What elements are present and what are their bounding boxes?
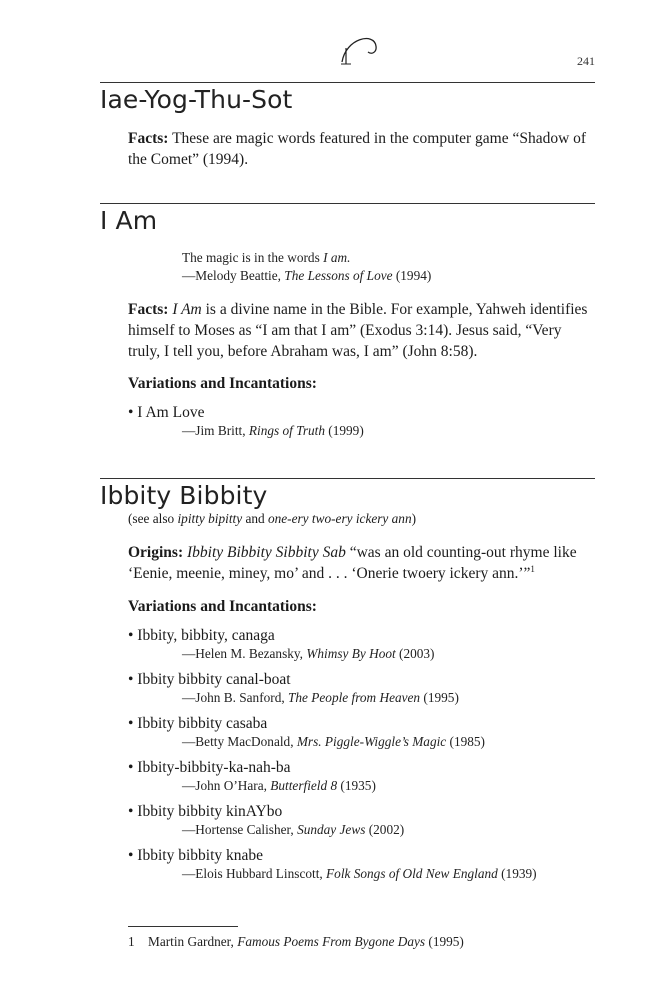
origins-label: Origins: bbox=[128, 544, 184, 561]
entry-divider bbox=[100, 478, 595, 479]
list-item: • I Am Love bbox=[128, 404, 205, 421]
attribution: —Elois Hubbard Linscott, Folk Songs of Old New England (1939) bbox=[182, 866, 537, 881]
page-number: 241 bbox=[577, 54, 595, 68]
epigraph-quote: The magic is in the words I am. bbox=[182, 250, 351, 265]
facts-label: Facts: bbox=[128, 301, 169, 318]
see-also-note: (see also ipitty bipitty and one-ery two-ery ickery ann) bbox=[128, 511, 417, 526]
entry-i-am bbox=[100, 203, 595, 439]
entry-divider bbox=[100, 82, 595, 83]
origins-paragraph bbox=[128, 542, 595, 584]
variation-text: • Ibbity bibbity knabe bbox=[128, 847, 264, 864]
list-item bbox=[100, 758, 595, 794]
variation-text: • Ibbity bibbity casaba bbox=[128, 715, 268, 732]
variation-text: • Ibbity bibbity kinAYbo bbox=[128, 803, 283, 820]
epigraph bbox=[182, 249, 595, 285]
list-item bbox=[100, 626, 595, 662]
list-item bbox=[100, 802, 595, 838]
decorative-initial-ornament-icon bbox=[336, 28, 382, 68]
variations-heading: Variations and Incantations: bbox=[128, 375, 317, 392]
entry-divider bbox=[100, 203, 595, 204]
footnote-divider bbox=[128, 926, 238, 927]
attribution: —Hortense Calisher, Sunday Jews (2002) bbox=[182, 822, 405, 837]
attribution: —John B. Sanford, The People from Heaven (1995) bbox=[182, 690, 459, 705]
attribution: —Jim Britt, Rings of Truth (1999) bbox=[182, 423, 364, 438]
facts-text: is a divine name in the Bible. For example, Yahweh identifies himself to Moses as “I am that I am” (Exodus 3:14). Jesus said, “Very truly, I tell you, before Abraham was, I am” (John 8:58). bbox=[128, 301, 588, 360]
entry-title: I Am bbox=[100, 206, 158, 235]
variations-list bbox=[100, 626, 595, 882]
variations-heading: Variations and Incantations: bbox=[128, 598, 317, 615]
footnote-reference: 1 bbox=[530, 563, 535, 574]
attribution: —Helen M. Bezansky, Whimsy By Hoot (2003) bbox=[182, 646, 435, 661]
variation-text: • Ibbity, bibbity, canaga bbox=[128, 627, 275, 644]
facts-label: Facts: bbox=[128, 130, 169, 147]
facts-paragraph bbox=[128, 128, 595, 170]
facts-term: I Am bbox=[172, 301, 202, 318]
entry-title: Iae-Yog-Thu-Sot bbox=[100, 85, 293, 114]
variations-list bbox=[100, 403, 595, 439]
origins-text: “was an old counting-out rhyme like ‘Eenie, meenie, miney, mo’ and . . . ‘Onerie twoery ickery ann.’” bbox=[128, 544, 577, 582]
footnote-number: 1 bbox=[128, 934, 135, 949]
footnote: 1 Martin Gardner, Famous Poems From Bygone Days (1995) bbox=[128, 934, 464, 949]
facts-paragraph bbox=[128, 299, 595, 362]
list-item bbox=[100, 846, 595, 882]
variation-text: • Ibbity-bibbity-ka-nah-ba bbox=[128, 759, 291, 776]
list-item bbox=[100, 670, 595, 706]
variation-text: • Ibbity bibbity canal-boat bbox=[128, 671, 291, 688]
entry-iae-yog-thu-sot bbox=[100, 82, 595, 170]
origins-term: Ibbity Bibbity Sibbity Sab bbox=[187, 544, 346, 561]
entry-ibbity-bibbity bbox=[100, 478, 595, 882]
epigraph-attribution: —Melody Beattie, The Lessons of Love (1994) bbox=[182, 268, 432, 283]
attribution: —Betty MacDonald, Mrs. Piggle-Wiggle’s Magic (1985) bbox=[182, 734, 485, 749]
facts-text: These are magic words featured in the computer game “Shadow of the Comet” (1994). bbox=[128, 130, 587, 168]
list-item bbox=[100, 714, 595, 750]
entry-title: Ibbity Bibbity bbox=[100, 481, 268, 510]
attribution: —John O’Hara, Butterfield 8 (1935) bbox=[182, 778, 376, 793]
